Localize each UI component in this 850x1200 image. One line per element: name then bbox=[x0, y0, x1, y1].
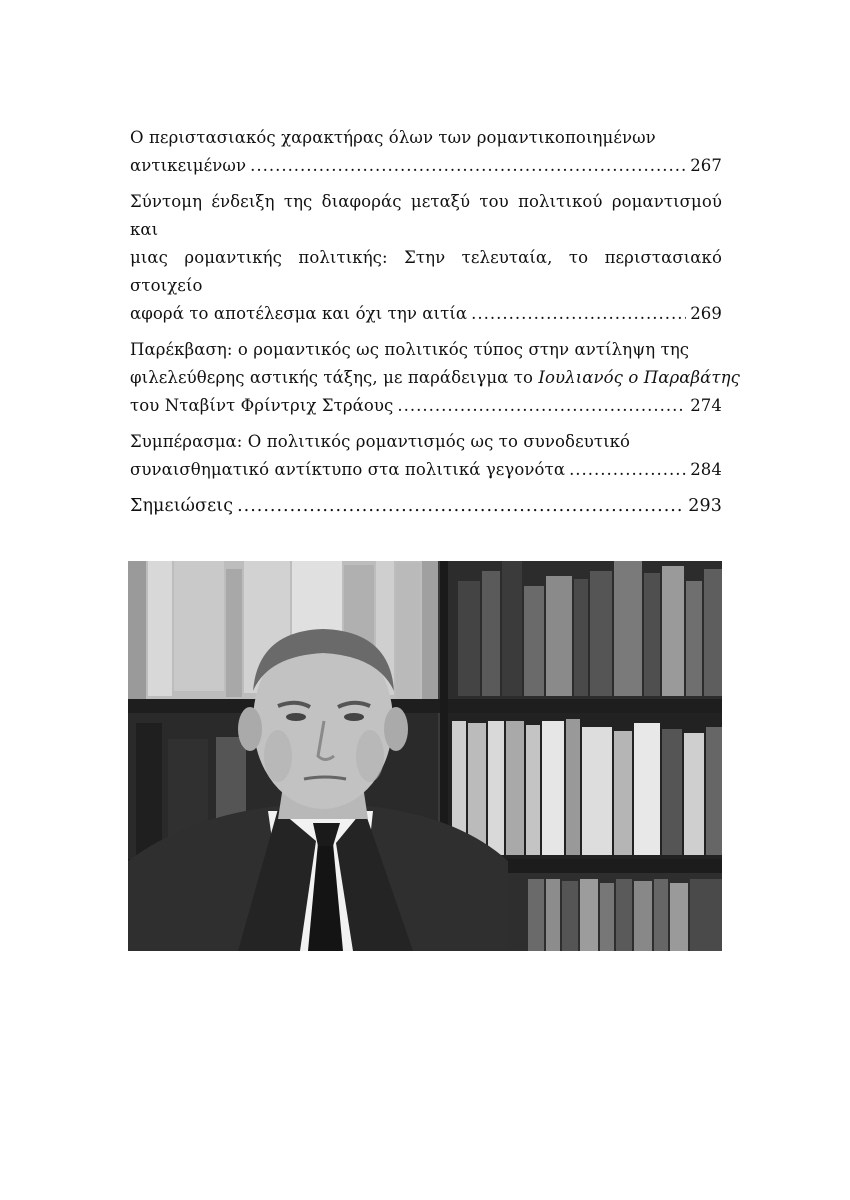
toc-entry-line bbox=[130, 364, 740, 392]
dot-leader bbox=[237, 492, 684, 520]
toc-page-number: 293 bbox=[688, 496, 722, 516]
toc-entry bbox=[130, 188, 722, 328]
toc-entry-text: φιλελεύθερης αστικής τάξης, με παράδειγμα το bbox=[130, 368, 539, 387]
toc-entry-last-line bbox=[130, 456, 722, 484]
toc-entry-last-line bbox=[130, 392, 722, 420]
toc-entry bbox=[130, 492, 722, 520]
toc-entry bbox=[130, 124, 722, 180]
toc-page-number: 274 bbox=[690, 396, 722, 415]
toc-entry-last-line bbox=[130, 152, 722, 180]
toc-page-number: 267 bbox=[690, 156, 722, 175]
toc-entry-text: του Νταβίντ Φρίντριχ Στράους bbox=[130, 396, 394, 415]
toc-entry-line: Παρέκβαση: ο ρομαντικός ως πολιτικός τύπος στην αντίληψη της bbox=[130, 340, 690, 359]
toc-entry-line: Σύντομη ένδειξη της διαφοράς μεταξύ του πολιτικού ρομαντισμού και bbox=[130, 192, 722, 239]
toc-entry-line: Συμπέρασμα: Ο πολιτικός ρομαντισμός ως το συνοδευτικό bbox=[130, 432, 631, 451]
dot-leader bbox=[569, 456, 686, 484]
portrait-photo-icon bbox=[128, 561, 722, 951]
dot-leader bbox=[471, 300, 686, 328]
book-title: Ιουλιανός ο Παραβάτης bbox=[538, 368, 740, 387]
toc-entry-line: μιας ρομαντικής πολιτικής: Στην τελευταία, το περιστασιακό στοιχείο bbox=[130, 248, 722, 295]
toc-entry bbox=[130, 336, 740, 420]
toc-entry-last-line bbox=[130, 492, 722, 520]
toc-page-number: 269 bbox=[690, 304, 722, 323]
toc-entry-line: Ο περιστασιακός χαρακτήρας όλων των ρομαντικοποιημένων bbox=[130, 128, 656, 147]
dot-leader bbox=[397, 392, 686, 420]
toc-entry-last-line bbox=[130, 300, 722, 328]
portrait-photo bbox=[128, 561, 722, 951]
toc-entry-text: Σημειώσεις bbox=[130, 496, 234, 516]
toc-entry-text: αντικειμένων bbox=[130, 156, 247, 175]
toc-page-number: 284 bbox=[690, 460, 722, 479]
dot-leader bbox=[250, 152, 686, 180]
table-of-contents bbox=[130, 124, 740, 528]
toc-entry bbox=[130, 428, 722, 484]
toc-entry-text: συναισθηματικό αντίκτυπο στα πολιτικά γεγονότα bbox=[130, 460, 566, 479]
toc-entry-text: αφορά το αποτέλεσμα και όχι την αιτία bbox=[130, 304, 468, 323]
